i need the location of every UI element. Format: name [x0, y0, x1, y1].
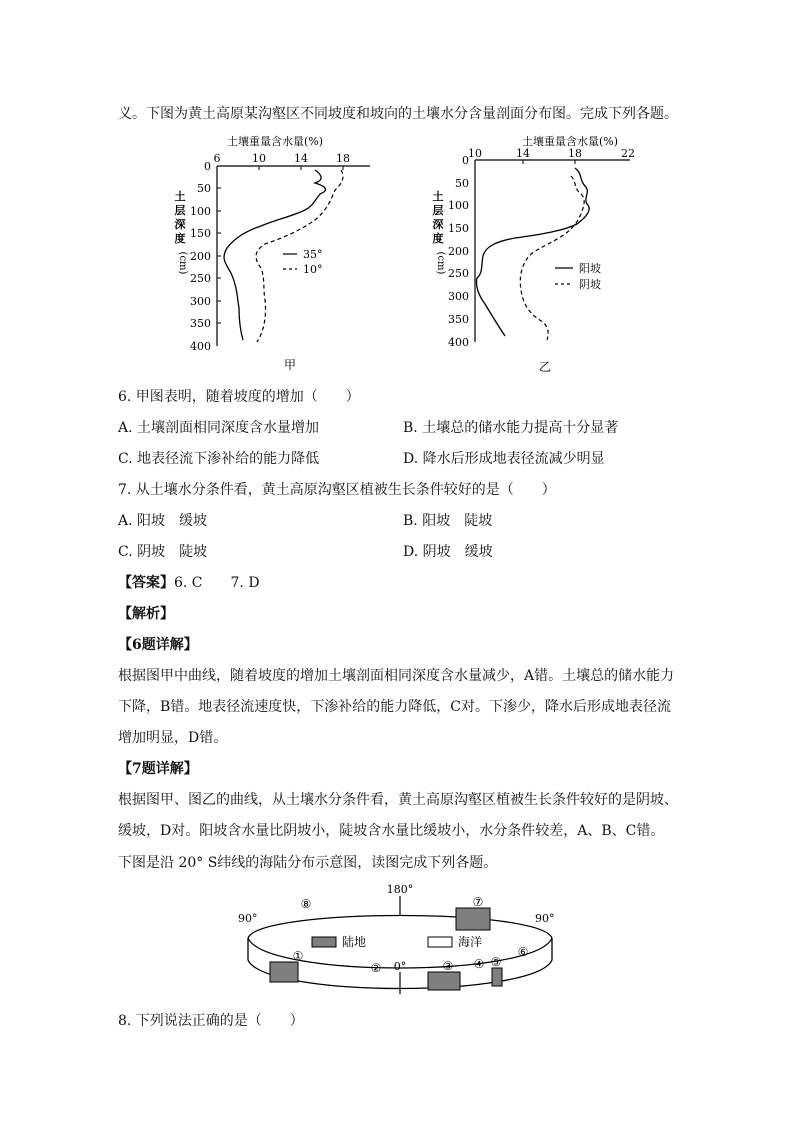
y-label: 深	[174, 218, 186, 231]
series-10	[256, 170, 343, 342]
q7-stem: 7. 从土壤水分条件看，黄土高原沟壑区植被生长条件较好的是（ ）	[118, 482, 556, 498]
chart-yi	[425, 128, 645, 378]
legend-land-swatch	[312, 937, 336, 947]
q7-option-a: A. 阳坡 缓坡	[118, 513, 208, 529]
y-tick: 300	[448, 290, 469, 303]
q8-stem: 8. 下列说法正确的是（ ）	[118, 1013, 304, 1029]
q7-option-c: C. 阴坡 陡坡	[118, 544, 208, 560]
intro-text: 义。下图为黄土高原某沟壑区不同坡度和坡向的土壤水分含量剖面分布图。完成下列各题。	[118, 106, 678, 122]
y-label: 深	[432, 218, 444, 231]
y-label: 度	[174, 232, 186, 245]
x-tick: 22	[621, 147, 635, 160]
x-tick: 18	[336, 152, 350, 165]
y-label: (cm)	[177, 251, 188, 275]
series-yinpo	[520, 176, 584, 340]
detail-6-line: 下降，B错。地表径流速度快，下渗补给的能力降低，C对。下渗少，降水后形成地表径流	[118, 699, 671, 715]
q6-option-d: D. 降水后形成地表径流减少明显	[403, 451, 605, 467]
y-tick: 400	[448, 336, 469, 349]
x-tick: 14	[294, 152, 308, 165]
q7-option-b: B. 阳坡 陡坡	[403, 513, 493, 529]
q6-stem: 6. 甲图表明，随着坡度的增加（ ）	[118, 389, 360, 405]
series-yangpo	[476, 168, 589, 336]
x-tick: 18	[568, 147, 582, 160]
legend-yangpo: 阳坡	[579, 262, 601, 275]
y-tick: 200	[448, 245, 469, 258]
detail-7-line: 根据图甲、图乙的曲线，从土壤水分条件看，黄土高原沟壑区植被生长条件较好的是阴坡、	[118, 792, 678, 808]
y-tick: 250	[448, 267, 469, 280]
answer-label: 【答案】	[118, 575, 174, 591]
detail-6-label: 【6题详解】	[118, 637, 198, 653]
detail-7-label: 【7题详解】	[118, 761, 198, 777]
y-tick: 0	[204, 160, 211, 173]
legend-yinpo: 阴坡	[579, 278, 601, 291]
detail-6-line: 根据图甲中曲线，随着坡度的增加土壤剖面相同深度含水量减少，A错。土壤总的储水能力	[118, 668, 675, 684]
y-label: (cm)	[435, 251, 446, 275]
y-tick: 100	[448, 199, 469, 212]
marker-5: ⑤	[490, 955, 502, 969]
y-tick: 350	[190, 317, 211, 330]
chart-yi-title: 土壤重量含水量(%)	[521, 135, 619, 148]
marker-7: ⑦	[472, 895, 484, 909]
q6-option-b: B. 土壤总的储水能力提高十分显著	[403, 420, 619, 436]
marker-4: ④	[473, 957, 485, 971]
land-patch	[492, 968, 502, 986]
land-patch	[428, 972, 460, 990]
y-tick: 300	[190, 295, 211, 308]
analysis-label: 【解析】	[118, 606, 174, 622]
label-90-left: 90°	[238, 912, 258, 925]
y-label: 层	[432, 204, 444, 217]
y-label: 层	[174, 204, 186, 217]
legend-10: 10°	[303, 263, 323, 276]
y-label: 土	[174, 190, 186, 203]
y-tick: 0	[462, 154, 469, 167]
marker-2: ②	[370, 961, 382, 975]
chart-yi-caption: 乙	[538, 360, 552, 374]
label-90-right: 90°	[535, 912, 555, 925]
x-tick: 14	[516, 147, 530, 160]
y-tick: 200	[190, 250, 211, 263]
chart-jia-caption: 甲	[283, 358, 297, 372]
y-tick: 150	[448, 222, 469, 235]
q6-option-a: A. 土壤剖面相同深度含水量增加	[118, 420, 320, 436]
y-tick: 350	[448, 313, 469, 326]
legend-ocean: 海洋	[458, 935, 483, 949]
label-180: 180°	[386, 883, 414, 896]
y-tick: 100	[190, 205, 211, 218]
x-tick: 10	[468, 147, 482, 160]
marker-6: ⑥	[517, 945, 529, 959]
q6-option-c: C. 地表径流下渗补给的能力降低	[118, 451, 320, 467]
land-patch	[270, 962, 298, 982]
land-patch	[456, 908, 490, 930]
marker-8: ⑧	[300, 897, 312, 911]
y-tick: 50	[455, 177, 469, 190]
chart-jia	[165, 128, 395, 378]
y-tick: 250	[190, 272, 211, 285]
chart-jia-title: 土壤重量含水量(%)	[226, 135, 324, 148]
q7-option-d: D. 阴坡 缓坡	[403, 544, 493, 560]
y-tick: 400	[190, 340, 211, 353]
legend-35: 35°	[303, 248, 323, 261]
x-tick: 10	[252, 152, 266, 165]
sea-land-diagram	[230, 880, 570, 1000]
y-label: 土	[432, 190, 444, 203]
detail-7-line: 缓坡，D对。阳坡含水量比阴坡小，陡坡含水量比缓坡小，水分条件较差，A、B、C错。	[118, 823, 665, 839]
legend-ocean-swatch	[428, 937, 452, 947]
detail-6-line: 增加明显，D错。	[118, 730, 228, 746]
label-0: 0°	[393, 960, 407, 973]
x-tick: 6	[213, 152, 221, 165]
legend-land: 陆地	[342, 935, 367, 949]
marker-3: ③	[442, 959, 454, 973]
y-tick: 150	[190, 227, 211, 240]
y-label: 度	[432, 232, 444, 245]
answer-text: 6. C 7. D	[174, 575, 260, 591]
marker-1: ①	[292, 949, 304, 963]
y-tick: 50	[197, 182, 211, 195]
intro2-text: 下图是沿 20° S纬线的海陆分布示意图，读图完成下列各题。	[118, 855, 498, 871]
answer-line	[118, 572, 260, 592]
